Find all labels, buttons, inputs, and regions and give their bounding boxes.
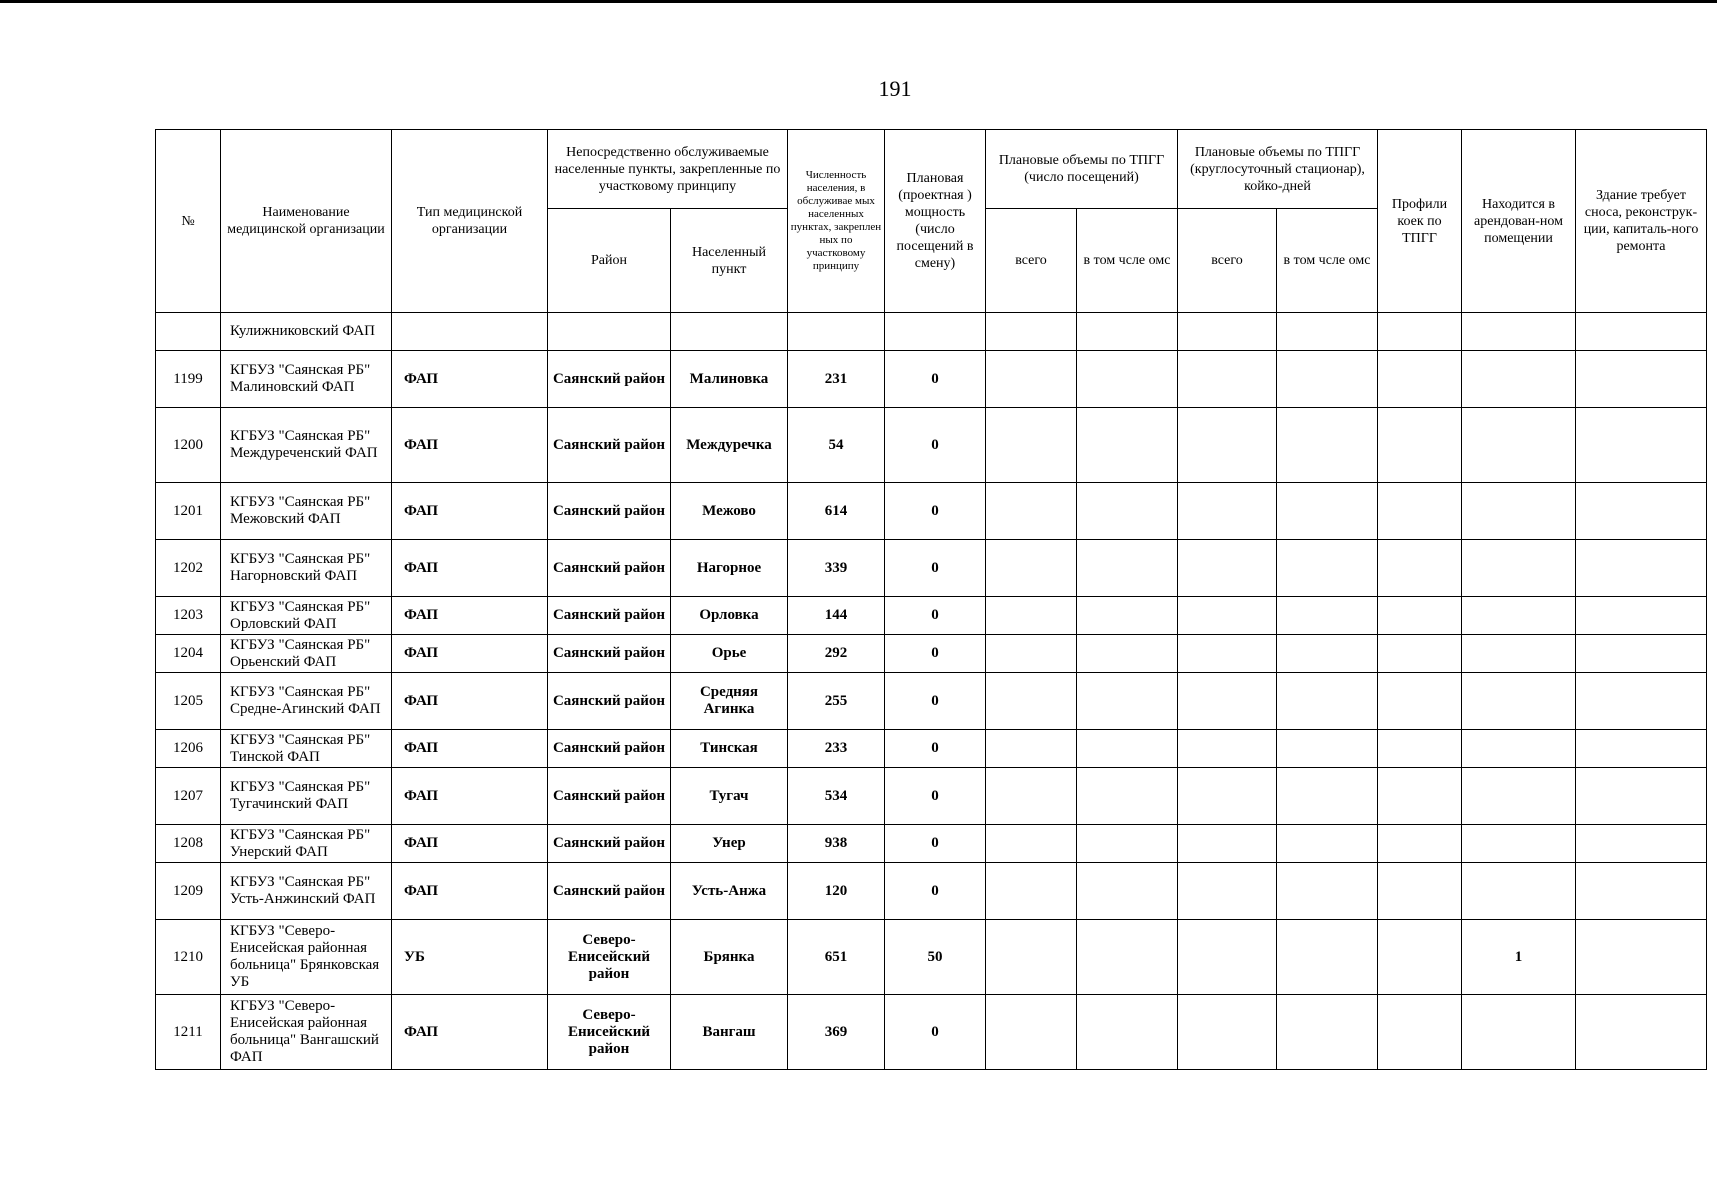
cell-capacity: 0 xyxy=(885,995,986,1070)
cell-facility-name: КГБУЗ "Саянская РБ" Межовский ФАП xyxy=(221,483,392,540)
cell-demolition xyxy=(1576,768,1707,825)
cell-facility-name: КГБУЗ "Саянская РБ" Орьенский ФАП xyxy=(221,635,392,673)
cell-capacity: 0 xyxy=(885,825,986,863)
cell-beds-total xyxy=(1178,540,1277,597)
header-demolition: Здание требует сноса, реконструк-ции, капиталь-ного ремонта xyxy=(1576,130,1707,313)
cell-facility-type: ФАП xyxy=(392,483,548,540)
cell-facility-name: Кулижниковский ФАП xyxy=(221,313,392,351)
header-tpgg-beds: Плановые объемы по ТПГГ (круглосуточный стационар), койко-дней xyxy=(1178,130,1378,209)
cell-row-number: 1205 xyxy=(156,673,221,730)
cell-visits-oms xyxy=(1077,313,1178,351)
cell-population: 255 xyxy=(788,673,885,730)
cell-visits-oms xyxy=(1077,730,1178,768)
cell-beds-total xyxy=(1178,313,1277,351)
cell-settlement: Унер xyxy=(671,825,788,863)
cell-visits-oms xyxy=(1077,995,1178,1070)
cell-bed-profiles xyxy=(1378,863,1462,920)
cell-district: Саянский район xyxy=(548,768,671,825)
cell-district: Саянский район xyxy=(548,635,671,673)
header-visits-total: всего xyxy=(986,209,1077,313)
cell-facility-name: КГБУЗ "Саянская РБ" Средне-Агинский ФАП xyxy=(221,673,392,730)
cell-rented xyxy=(1462,540,1576,597)
cell-district: Саянский район xyxy=(548,730,671,768)
cell-bed-profiles xyxy=(1378,995,1462,1070)
cell-visits-oms xyxy=(1077,597,1178,635)
cell-row-number: 1207 xyxy=(156,768,221,825)
cell-row-number: 1204 xyxy=(156,635,221,673)
cell-facility-type: ФАП xyxy=(392,825,548,863)
cell-row-number xyxy=(156,313,221,351)
cell-district: Саянский район xyxy=(548,597,671,635)
cell-population: 339 xyxy=(788,540,885,597)
table-row xyxy=(156,768,1707,825)
cell-settlement: Вангаш xyxy=(671,995,788,1070)
cell-district: Саянский район xyxy=(548,540,671,597)
cell-visits-oms xyxy=(1077,540,1178,597)
cell-visits-total xyxy=(986,597,1077,635)
cell-beds-total xyxy=(1178,768,1277,825)
cell-capacity: 0 xyxy=(885,730,986,768)
cell-row-number: 1200 xyxy=(156,408,221,483)
cell-beds-total xyxy=(1178,863,1277,920)
cell-demolition xyxy=(1576,730,1707,768)
cell-visits-oms xyxy=(1077,483,1178,540)
cell-visits-total xyxy=(986,920,1077,995)
cell-beds-total xyxy=(1178,635,1277,673)
cell-beds-oms xyxy=(1277,863,1378,920)
table-row xyxy=(156,635,1707,673)
cell-beds-oms xyxy=(1277,635,1378,673)
cell-row-number: 1211 xyxy=(156,995,221,1070)
header-visits-oms: в том чсле омс xyxy=(1077,209,1178,313)
cell-facility-type: ФАП xyxy=(392,540,548,597)
cell-visits-total xyxy=(986,730,1077,768)
cell-beds-total xyxy=(1178,408,1277,483)
cell-district: Саянский район xyxy=(548,825,671,863)
header-beds-total: всего xyxy=(1178,209,1277,313)
cell-beds-total xyxy=(1178,351,1277,408)
cell-rented xyxy=(1462,597,1576,635)
page-number: 191 xyxy=(878,76,912,101)
table-row xyxy=(156,920,1707,995)
cell-district: Северо-Енисейский район xyxy=(548,995,671,1070)
cell-beds-oms xyxy=(1277,920,1378,995)
table-row xyxy=(156,995,1707,1070)
cell-beds-total xyxy=(1178,825,1277,863)
cell-facility-name: КГБУЗ "Саянская РБ" Нагорновский ФАП xyxy=(221,540,392,597)
cell-beds-total xyxy=(1178,920,1277,995)
cell-visits-oms xyxy=(1077,351,1178,408)
cell-row-number: 1203 xyxy=(156,597,221,635)
header-capacity: Плановая (проектная ) мощность (число посещений в смену) xyxy=(885,130,986,313)
cell-demolition xyxy=(1576,995,1707,1070)
cell-visits-total xyxy=(986,408,1077,483)
cell-bed-profiles xyxy=(1378,768,1462,825)
cell-rented xyxy=(1462,635,1576,673)
cell-rented xyxy=(1462,730,1576,768)
cell-facility-type xyxy=(392,313,548,351)
cell-demolition xyxy=(1576,863,1707,920)
cell-population: 233 xyxy=(788,730,885,768)
cell-demolition xyxy=(1576,351,1707,408)
cell-population: 120 xyxy=(788,863,885,920)
cell-bed-profiles xyxy=(1378,920,1462,995)
cell-facility-type: ФАП xyxy=(392,635,548,673)
cell-beds-total xyxy=(1178,730,1277,768)
table-row xyxy=(156,863,1707,920)
cell-population: 231 xyxy=(788,351,885,408)
cell-visits-oms xyxy=(1077,408,1178,483)
cell-population: 614 xyxy=(788,483,885,540)
cell-row-number: 1210 xyxy=(156,920,221,995)
cell-row-number: 1209 xyxy=(156,863,221,920)
cell-facility-type: ФАП xyxy=(392,408,548,483)
cell-demolition xyxy=(1576,313,1707,351)
cell-rented xyxy=(1462,483,1576,540)
cell-population xyxy=(788,313,885,351)
header-org-name: Наименование медицинской организации xyxy=(221,130,392,313)
cell-rented xyxy=(1462,768,1576,825)
table-row xyxy=(156,597,1707,635)
cell-demolition xyxy=(1576,408,1707,483)
cell-bed-profiles xyxy=(1378,635,1462,673)
cell-visits-total xyxy=(986,673,1077,730)
cell-district: Саянский район xyxy=(548,673,671,730)
cell-beds-oms xyxy=(1277,408,1378,483)
cell-bed-profiles xyxy=(1378,825,1462,863)
cell-beds-oms xyxy=(1277,597,1378,635)
cell-visits-oms xyxy=(1077,863,1178,920)
cell-settlement: Малиновка xyxy=(671,351,788,408)
cell-row-number: 1208 xyxy=(156,825,221,863)
cell-settlement: Нагорное xyxy=(671,540,788,597)
cell-capacity xyxy=(885,313,986,351)
cell-settlement: Орье xyxy=(671,635,788,673)
cell-capacity: 0 xyxy=(885,351,986,408)
cell-population: 144 xyxy=(788,597,885,635)
cell-beds-total xyxy=(1178,483,1277,540)
header-district: Район xyxy=(548,209,671,313)
table-row xyxy=(156,540,1707,597)
header-served-settlements: Непосредственно обслуживаемые населенные пункты, закрепленные по участковому принципу xyxy=(548,130,788,209)
cell-district: Саянский район xyxy=(548,408,671,483)
cell-visits-total xyxy=(986,995,1077,1070)
header-no: № xyxy=(156,130,221,313)
cell-capacity: 0 xyxy=(885,635,986,673)
cell-demolition xyxy=(1576,920,1707,995)
cell-population: 534 xyxy=(788,768,885,825)
cell-row-number: 1199 xyxy=(156,351,221,408)
cell-rented xyxy=(1462,313,1576,351)
cell-beds-total xyxy=(1178,673,1277,730)
cell-beds-oms xyxy=(1277,825,1378,863)
cell-facility-name: КГБУЗ "Северо-Енисейская районная больница" Вангашский ФАП xyxy=(221,995,392,1070)
cell-facility-type: ФАП xyxy=(392,768,548,825)
table-row xyxy=(156,673,1707,730)
cell-visits-total xyxy=(986,768,1077,825)
cell-facility-name: КГБУЗ "Саянская РБ" Унерский ФАП xyxy=(221,825,392,863)
cell-settlement xyxy=(671,313,788,351)
cell-district: Саянский район xyxy=(548,351,671,408)
cell-visits-total xyxy=(986,635,1077,673)
cell-capacity: 0 xyxy=(885,483,986,540)
table-row xyxy=(156,351,1707,408)
cell-visits-total xyxy=(986,863,1077,920)
cell-facility-name: КГБУЗ "Северо-Енисейская районная больница" Брянковская УБ xyxy=(221,920,392,995)
table-row xyxy=(156,408,1707,483)
cell-beds-oms xyxy=(1277,483,1378,540)
cell-capacity: 0 xyxy=(885,540,986,597)
cell-facility-type: ФАП xyxy=(392,673,548,730)
header-settlement: Населенный пункт xyxy=(671,209,788,313)
cell-population: 292 xyxy=(788,635,885,673)
header-population: Численность населения, в обслуживае мых населенных пунктах, закреплен ных по участковому принципу xyxy=(788,130,885,313)
cell-district: Северо-Енисейский район xyxy=(548,920,671,995)
cell-population: 54 xyxy=(788,408,885,483)
cell-capacity: 0 xyxy=(885,673,986,730)
cell-facility-name: КГБУЗ "Саянская РБ" Усть-Анжинский ФАП xyxy=(221,863,392,920)
cell-settlement: Межово xyxy=(671,483,788,540)
cell-visits-total xyxy=(986,483,1077,540)
table-row xyxy=(156,730,1707,768)
cell-beds-total xyxy=(1178,597,1277,635)
cell-bed-profiles xyxy=(1378,313,1462,351)
cell-visits-oms xyxy=(1077,768,1178,825)
cell-district xyxy=(548,313,671,351)
cell-bed-profiles xyxy=(1378,730,1462,768)
cell-capacity: 0 xyxy=(885,768,986,825)
cell-district: Саянский район xyxy=(548,863,671,920)
cell-visits-oms xyxy=(1077,673,1178,730)
cell-facility-type: ФАП xyxy=(392,995,548,1070)
cell-facility-type: ФАП xyxy=(392,351,548,408)
cell-bed-profiles xyxy=(1378,673,1462,730)
header-org-type: Тип медицинской организации xyxy=(392,130,548,313)
cell-demolition xyxy=(1576,597,1707,635)
cell-population: 651 xyxy=(788,920,885,995)
cell-beds-total xyxy=(1178,995,1277,1070)
cell-district: Саянский район xyxy=(548,483,671,540)
cell-settlement: Тинская xyxy=(671,730,788,768)
cell-visits-total xyxy=(986,540,1077,597)
cell-facility-name: КГБУЗ "Саянская РБ" Междуреченский ФАП xyxy=(221,408,392,483)
cell-facility-name: КГБУЗ "Саянская РБ" Тугачинский ФАП xyxy=(221,768,392,825)
cell-beds-oms xyxy=(1277,768,1378,825)
cell-rented xyxy=(1462,408,1576,483)
cell-settlement: Брянка xyxy=(671,920,788,995)
cell-rented xyxy=(1462,673,1576,730)
top-border-line xyxy=(0,0,1717,3)
cell-facility-type: ФАП xyxy=(392,863,548,920)
cell-rented xyxy=(1462,825,1576,863)
cell-row-number: 1201 xyxy=(156,483,221,540)
cell-population: 938 xyxy=(788,825,885,863)
table-row xyxy=(156,313,1707,351)
cell-beds-oms xyxy=(1277,313,1378,351)
cell-visits-total xyxy=(986,313,1077,351)
cell-population: 369 xyxy=(788,995,885,1070)
cell-capacity: 0 xyxy=(885,863,986,920)
cell-row-number: 1206 xyxy=(156,730,221,768)
cell-settlement: Орловка xyxy=(671,597,788,635)
cell-visits-total xyxy=(986,351,1077,408)
header-beds-oms: в том чсле омс xyxy=(1277,209,1378,313)
cell-beds-oms xyxy=(1277,351,1378,408)
cell-row-number: 1202 xyxy=(156,540,221,597)
cell-settlement: Тугач xyxy=(671,768,788,825)
cell-facility-type: ФАП xyxy=(392,730,548,768)
cell-facility-name: КГБУЗ "Саянская РБ" Орловский ФАП xyxy=(221,597,392,635)
table-row xyxy=(156,825,1707,863)
cell-facility-name: КГБУЗ "Саянская РБ" Тинской ФАП xyxy=(221,730,392,768)
cell-facility-type: УБ xyxy=(392,920,548,995)
facility-table xyxy=(155,129,1707,1070)
cell-bed-profiles xyxy=(1378,351,1462,408)
header-tpgg-visits: Плановые объемы по ТПГГ (число посещений) xyxy=(986,130,1178,209)
cell-visits-oms xyxy=(1077,635,1178,673)
header-rented: Находится в арендован-ном помещении xyxy=(1462,130,1576,313)
cell-beds-oms xyxy=(1277,995,1378,1070)
cell-facility-type: ФАП xyxy=(392,597,548,635)
cell-settlement: Усть-Анжа xyxy=(671,863,788,920)
header-bed-profiles: Профили коек по ТПГГ xyxy=(1378,130,1462,313)
cell-capacity: 0 xyxy=(885,597,986,635)
cell-visits-oms xyxy=(1077,920,1178,995)
cell-facility-name: КГБУЗ "Саянская РБ" Малиновский ФАП xyxy=(221,351,392,408)
cell-demolition xyxy=(1576,635,1707,673)
cell-beds-oms xyxy=(1277,730,1378,768)
cell-bed-profiles xyxy=(1378,408,1462,483)
cell-rented xyxy=(1462,995,1576,1070)
cell-demolition xyxy=(1576,825,1707,863)
cell-rented xyxy=(1462,351,1576,408)
table-row xyxy=(156,483,1707,540)
cell-visits-total xyxy=(986,825,1077,863)
cell-bed-profiles xyxy=(1378,540,1462,597)
cell-bed-profiles xyxy=(1378,597,1462,635)
cell-demolition xyxy=(1576,540,1707,597)
cell-beds-oms xyxy=(1277,540,1378,597)
cell-bed-profiles xyxy=(1378,483,1462,540)
cell-capacity: 50 xyxy=(885,920,986,995)
cell-settlement: Междуречка xyxy=(671,408,788,483)
cell-demolition xyxy=(1576,673,1707,730)
cell-beds-oms xyxy=(1277,673,1378,730)
cell-capacity: 0 xyxy=(885,408,986,483)
cell-settlement: Средняя Агинка xyxy=(671,673,788,730)
cell-demolition xyxy=(1576,483,1707,540)
cell-visits-oms xyxy=(1077,825,1178,863)
cell-rented xyxy=(1462,863,1576,920)
cell-rented: 1 xyxy=(1462,920,1576,995)
